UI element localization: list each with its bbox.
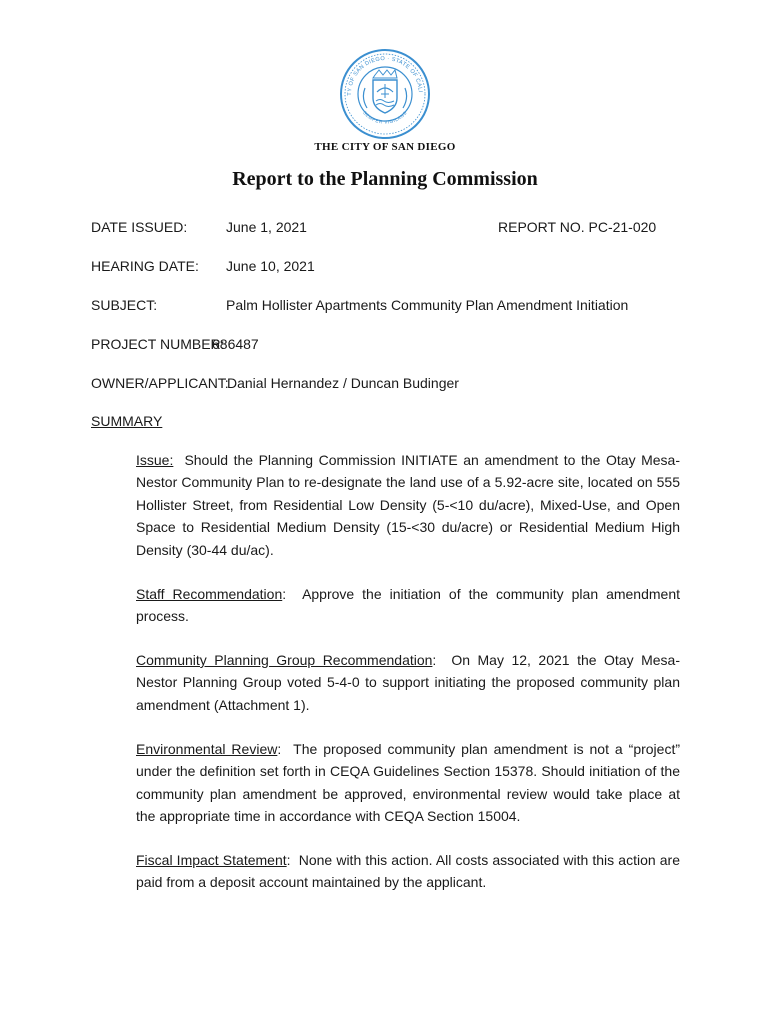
hearing-date-label: HEARING DATE: [91, 258, 199, 274]
hearing-date-value: June 10, 2021 [226, 258, 315, 274]
issue-paragraph [136, 449, 680, 561]
date-issued-label: DATE ISSUED: [91, 219, 188, 235]
fiscal-impact-paragraph: Fiscal Impact Statement: None with this action. All costs associated with this action are paid from a deposit account maintained by the applicant. [136, 852, 680, 891]
svg-text:THE CITY OF SAN DIEGO · STATE: TY OF SAN DIEGO · STATE OF CALI [346, 55, 423, 96]
date-issued-row [91, 218, 661, 236]
city-seal-icon [339, 48, 431, 140]
summary-heading: SUMMARY [91, 413, 163, 429]
environmental-review-label: Environmental Review [136, 741, 278, 757]
issue-text: Should the Planning Commission INITIATE an amendment to the Otay Mesa-Nestor Community Plan to re-designate the land use of a 5.92-acre site, located on 555 Hollister Street, from Residential Low Density (5-<10 du/acre), Mixed-Use, and Open Space to Residential Medium Density (15-<30 du/acre) or Residential Medium High Density (30-44 du/ac). [136, 452, 680, 558]
staff-recommendation-paragraph: Staff Recommendation: Approve the initiation of the community plan amendment process. [136, 586, 681, 625]
environmental-review-text: The proposed community plan amendment is not a “project” under the definition set forth in CEQA Guidelines Section 15378. Should initiation of the community plan amendment be approved, environmental review would take place at the appropriate time in accordance with CEQA Section 15004. [136, 741, 681, 825]
report-title: Report to the Planning Commission [232, 168, 538, 190]
subject-label: SUBJECT: [91, 297, 158, 313]
city-seal [339, 48, 431, 140]
cpg-recommendation-label: Community Planning Group Recommendation [136, 652, 433, 668]
svg-text:SEMPER VIGILANS: SEMPER VIGILANS [362, 110, 408, 125]
staff-recommendation-text: Approve the initiation of the community plan amendment process. [136, 586, 681, 625]
owner-label: OWNER/APPLICANT: [91, 375, 229, 391]
city-name: THE CITY OF SAN DIEGO [314, 141, 456, 153]
owner-value: Danial Hernandez / Duncan Budinger [227, 375, 459, 391]
fiscal-impact-label: Fiscal Impact Statement [136, 852, 287, 868]
subject-row [91, 296, 629, 314]
owner-row [91, 374, 459, 392]
issue-label: Issue: [136, 452, 174, 468]
fiscal-impact-text: None with this action. All costs associated with this action are paid from a deposit account maintained by the applicant. [136, 852, 680, 891]
cpg-recommendation-paragraph: Community Planning Group Recommendation: On May 12, 2021 the Otay Mesa-Nestor Planning Group voted 5-4-0 to support initiating the proposed community plan amendment (Attachment 1). [136, 652, 680, 713]
subject-value: Palm Hollister Apartments Community Plan Amendment Initiation [226, 297, 629, 313]
project-number-label: PROJECT NUMBER: [91, 336, 225, 352]
hearing-date-row [91, 257, 315, 275]
staff-recommendation-label: Staff Recommendation [136, 586, 283, 602]
cpg-recommendation-text: On May 12, 2021 the Otay Mesa-Nestor Planning Group voted 5-4-0 to support initiating the proposed community plan amendment (Attachment 1). [136, 652, 680, 713]
project-number-row [91, 335, 259, 353]
project-number-value: 686487 [212, 336, 259, 352]
report-number: REPORT NO. PC-21-020 [498, 219, 657, 235]
environmental-review-paragraph: Environmental Review: The proposed community plan amendment is not a “project” under the definition set forth in CEQA Guidelines Section 15378. Should initiation of the community plan amendment be approved, environmental review would take place at the appropriate time in accordance with CEQA Section 15004. [136, 741, 681, 825]
date-issued-value: June 1, 2021 [226, 219, 307, 235]
